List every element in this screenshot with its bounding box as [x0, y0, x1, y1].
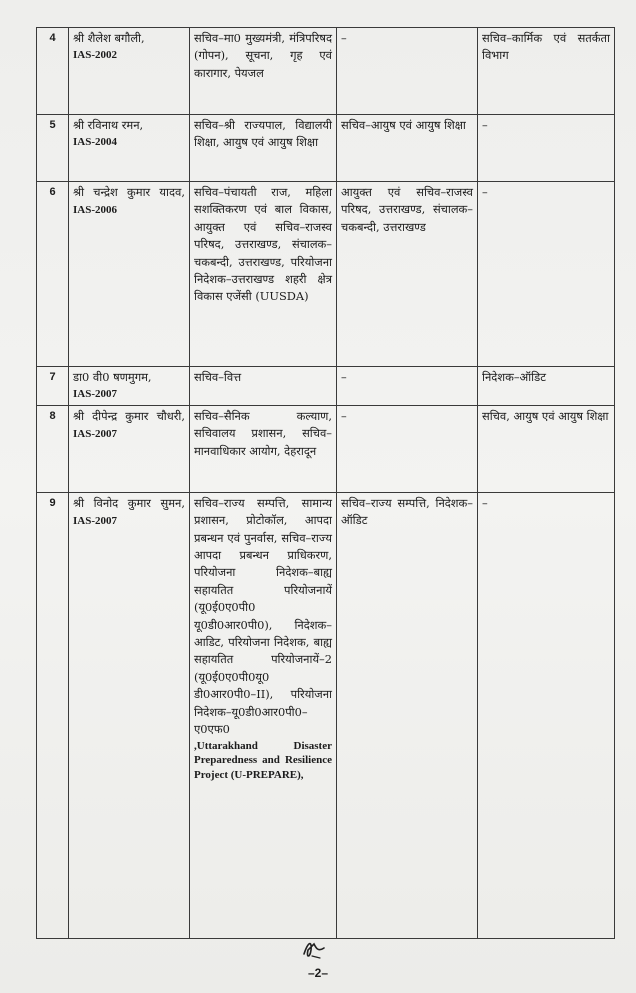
current-post: सचिव–पंचायती राज, महिला सशक्तिकरण एवं बाल विकास, आयुक्त एवं सचिव–राजस्व परिषद, उत्तराखण्ड, संचालक–चकबन्दी, उत्तराखण्ड, परियोजना निदेशक–उत्तराखण्ड शहरी क्षेत्र विकास एजेंसी (UUSDA) [190, 182, 337, 367]
additional-charge: सचिव–आयुष एवं आयुष शिक्षा [337, 115, 478, 182]
officer-batch: IAS-2006 [73, 204, 118, 217]
current-post: सचिव–श्री राज्यपाल, विद्यालयी शिक्षा, आयुष एवं आयुष शिक्षा [190, 115, 337, 182]
serial-number: 5 [37, 115, 69, 182]
officer-batch: IAS-2007 [73, 388, 118, 401]
officer-cell [69, 367, 190, 406]
officer-batch: IAS-2004 [73, 136, 118, 149]
new-posting: – [478, 115, 615, 182]
current-post: सचिव–राज्य सम्पत्ति, सामान्य प्रशासन, प्रोटोकॉल, आपदा प्रबन्धन एवं पुनर्वास, सचिव–राज्य आपदा प्रबन्धन प्राधिकरण, परियोजना निदेशक–बाह्य सहायतित परियोजनायें (यू0ई0ए0पी0 यू0डी0आर0पी0), निदेशक–आडिट, परियोजना निदेशक, बाह्य सहायतित परियोजनायें–2 (यू0ई0ए0पी0यू0 डी0आर0पी0–II), परियोजना निदेशक–यू0डी0आर0पी0–ए0एफ0 [194, 495, 332, 737]
current-post-cell [190, 492, 337, 938]
table-row [37, 492, 615, 938]
serial-number: 4 [37, 28, 69, 115]
serial-number: 6 [37, 182, 69, 367]
new-posting: – [478, 182, 615, 367]
signature-mark [298, 936, 330, 962]
officer-name: श्री विनोद कुमार सुमन, [73, 495, 185, 510]
new-posting: निदेशक–ऑडिट [478, 367, 615, 406]
additional-charge: – [337, 405, 478, 492]
officer-cell [69, 405, 190, 492]
officer-batch: IAS-2007 [73, 515, 118, 528]
serial-number: 7 [37, 367, 69, 406]
serial-number: 8 [37, 405, 69, 492]
additional-charge: – [337, 367, 478, 406]
officer-cell [69, 115, 190, 182]
officer-cell [69, 182, 190, 367]
new-posting: सचिव, आयुष एवं आयुष शिक्षा [478, 405, 615, 492]
table-row [37, 28, 615, 115]
serial-number: 9 [37, 492, 69, 938]
table-row [37, 182, 615, 367]
current-post: सचिव–वित्त [190, 367, 337, 406]
officer-name: डा0 वी0 षणमुगम, [73, 370, 152, 384]
new-posting: सचिव–कार्मिक एवं सतर्कता विभाग [478, 28, 615, 115]
officer-name: श्री रविनाथ रमन, [73, 118, 144, 132]
table-row [37, 367, 615, 406]
table-row [37, 115, 615, 182]
transfer-table [36, 27, 615, 939]
page-number: –2– [307, 966, 329, 980]
table-row [37, 405, 615, 492]
new-posting: – [478, 492, 615, 938]
officer-cell [69, 492, 190, 938]
additional-charge: सचिव–राज्य सम्पत्ति, निदेशक–ऑडिट [337, 492, 478, 938]
officer-name: श्री शैलेश बगौली, [73, 31, 145, 45]
officer-cell [69, 28, 190, 115]
officer-name: श्री चन्द्रेश कुमार यादव, [73, 185, 185, 199]
current-post-english: ,Uttarakhand Disaster Preparedness and Resilience Project (U-PREPARE), [194, 739, 332, 781]
additional-charge: आयुक्त एवं सचिव–राजस्व परिषद, उत्तराखण्ड, संचालक–चकबन्दी, उत्तराखण्ड [337, 182, 478, 367]
current-post: सचिव–सैनिक कल्याण, सचिवालय प्रशासन, सचिव–मानवाधिकार आयोग, देहरादून [190, 405, 337, 492]
officer-name: श्री दीपेन्द्र कुमार चौधरी, [73, 408, 185, 423]
current-post: सचिव–मा0 मुख्यमंत्री, मंत्रिपरिषद (गोपन), सूचना, गृह एवं कारागार, पेयजल [190, 28, 337, 115]
officer-batch: IAS-2007 [73, 428, 118, 441]
officer-batch: IAS-2002 [73, 49, 118, 62]
additional-charge: – [337, 28, 478, 115]
